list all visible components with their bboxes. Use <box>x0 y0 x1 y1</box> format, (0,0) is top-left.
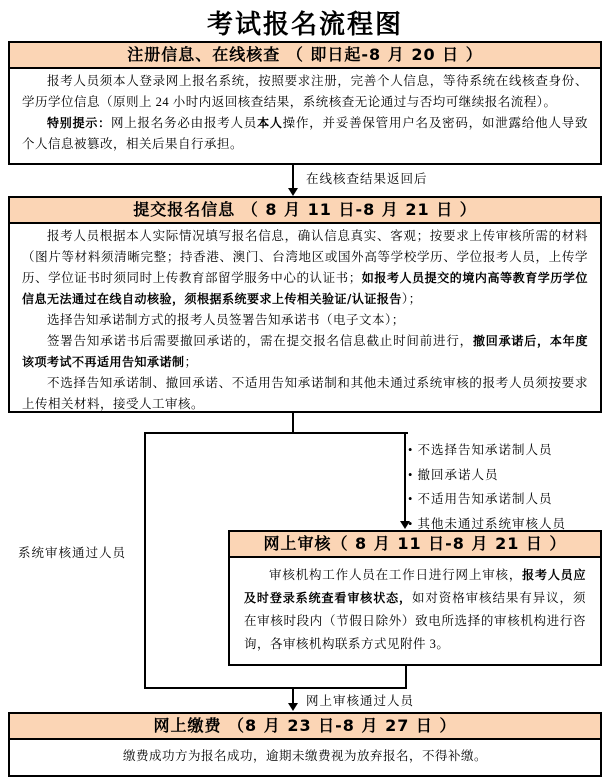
paragraph: 特别提示：网上报名务必由报考人员本人操作，并妥善保管用户名及密码，如泄露给他人导致个人信息被篡改，相关后果自行承担。 <box>22 116 588 151</box>
flow-step-review-box <box>228 530 602 666</box>
bullet-label: 不适用告知承诺制人员 <box>417 492 553 506</box>
connector-label: 在线核查结果返回后 <box>306 172 428 186</box>
connector-line <box>292 687 294 704</box>
paragraph: 选择告知承诺制方式的报考人员签署告知承诺书（电子文本）； <box>47 313 405 327</box>
bullet-item <box>408 487 566 512</box>
page-title: 考试报名流程图 <box>206 10 403 40</box>
connector-line <box>404 432 406 522</box>
flow-step-payment-header: 网上缴费 （8 月 23 日-8 月 27 日 ） <box>10 714 600 740</box>
connector-line <box>292 413 294 434</box>
bullet-label: 撤回承诺人员 <box>417 467 499 482</box>
paragraph: 签署告知承诺书后需要撤回承诺的，需在提交报名信息截止时间前进行，撤回承诺后，本年度该项考试不再适用告知承诺制； <box>22 334 588 369</box>
bullet-label: 不选择告知承诺制人员 <box>417 443 553 457</box>
bullet-dot-icon: • <box>408 467 418 482</box>
arrow-down-icon <box>288 188 298 196</box>
flow-step-payment-box <box>8 712 602 777</box>
bullet-item <box>408 438 566 463</box>
flow-step-register-header: 注册信息、在线核查 （ 即日起-8 月 20 日 ） <box>10 43 600 69</box>
paragraph: 不选择告知承诺制、撤回承诺、不适用告知承诺制和其他未通过系统审核的报考人员须按要求上传相关材料，接受人工审核。 <box>22 376 588 411</box>
flow-step-review-body <box>230 558 600 656</box>
connector-label: 网上审核通过人员 <box>306 694 415 708</box>
connector-line <box>292 165 294 190</box>
flow-step-submit-header: 提交报名信息 （ 8 月 11 日-8 月 21 日 ） <box>10 198 600 224</box>
connector-line <box>144 687 407 689</box>
flow-step-submit-box <box>8 196 602 413</box>
branch-left-label: 系统审核通过人员 <box>18 546 127 560</box>
paragraph: 缴费成功方为报名成功，逾期未缴费视为放弃报名，不得补缴。 <box>122 749 487 763</box>
paragraph: 审核机构工作人员在工作日进行网上审核，报考人员应及时登录系统查看审核状态，如对资格审核结果有异议，须在审核时段内（节假日除外）致电所选择的审核机构进行咨询，各审核机构联系方式见附件 3。 <box>244 568 586 651</box>
connector-line <box>144 432 146 689</box>
arrow-down-icon <box>288 703 298 711</box>
bullet-item <box>408 463 566 488</box>
connector-line <box>405 666 407 689</box>
flow-step-register-box <box>8 41 602 165</box>
connector-line <box>144 432 408 434</box>
bullet-label: 其他未通过系统审核人员 <box>417 516 567 531</box>
flow-step-register-body <box>10 69 600 155</box>
flow-step-submit-body <box>10 224 600 415</box>
branch-bullet-list <box>408 438 566 536</box>
flow-step-payment-body <box>10 740 600 767</box>
paragraph: 报考人员根据本人实际情况填写报名信息，确认信息真实、客观；按要求上传审核所需的材料（图片等材料须清晰完整；持香港、澳门、台湾地区或国外高等学校学历、学位报考人员，上传学历、学位证书时须同时上传教育部留学服务中心的认证书；如报考人员提交的境内高等教育学历学位信息无法通过在线自动核验，须根据系统要求上传相关验证/认证报告）； <box>22 229 588 306</box>
paragraph: 报考人员须本人登录网上报名系统，按照要求注册，完善个人信息，等待系统在线核查身份、学历学位信息（原则上 24 小时内返回核查结果，系统核查无论通过与否均可继续报名流程）。 <box>22 74 588 109</box>
bullet-dot-icon: • <box>408 443 418 457</box>
bullet-dot-icon: • <box>408 516 418 531</box>
flow-step-review-header: 网上审核（ 8 月 11 日-8 月 21 日 ） <box>230 532 600 558</box>
bullet-dot-icon: • <box>408 492 418 506</box>
